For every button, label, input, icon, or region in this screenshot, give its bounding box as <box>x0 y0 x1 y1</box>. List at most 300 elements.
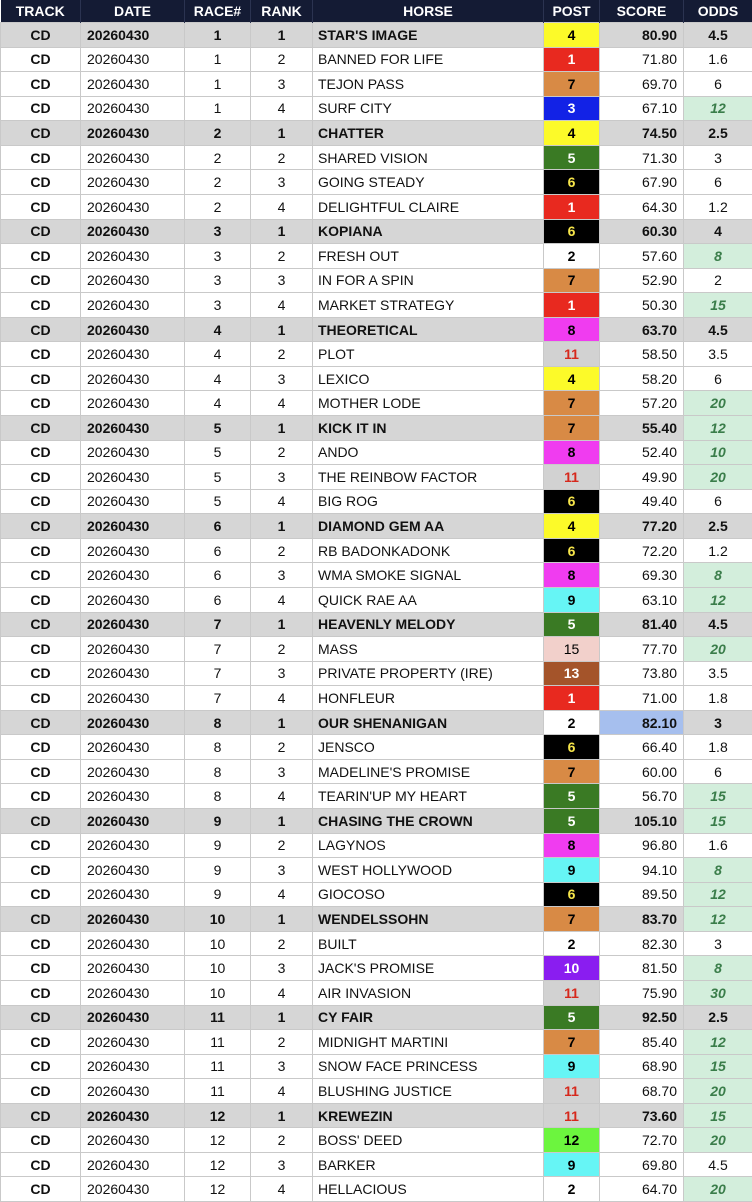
table-row <box>1 784 752 809</box>
track-cell: CD <box>1 145 81 170</box>
rank-cell: 3 <box>251 72 313 97</box>
horse-cell: WMA SMOKE SIGNAL <box>313 563 544 588</box>
table-row <box>1 882 752 907</box>
score-cell: 73.80 <box>600 661 684 686</box>
post-cell: 1 <box>544 194 600 219</box>
track-cell: CD <box>1 1103 81 1128</box>
post-cell: 5 <box>544 784 600 809</box>
rank-cell: 2 <box>251 833 313 858</box>
date-cell: 20260430 <box>81 1177 185 1202</box>
table-row <box>1 1103 752 1128</box>
table-row <box>1 391 752 416</box>
track-cell: CD <box>1 637 81 662</box>
track-cell: CD <box>1 1177 81 1202</box>
race-cell: 10 <box>185 956 251 981</box>
odds-cell: 6 <box>684 72 752 97</box>
race-cell: 3 <box>185 244 251 269</box>
table-row <box>1 809 752 834</box>
post-cell: 13 <box>544 661 600 686</box>
post-cell: 8 <box>544 563 600 588</box>
date-cell: 20260430 <box>81 612 185 637</box>
date-cell: 20260430 <box>81 465 185 490</box>
table-row <box>1 440 752 465</box>
odds-cell: 1.2 <box>684 538 752 563</box>
race-cell: 1 <box>185 96 251 121</box>
horse-cell: THEORETICAL <box>313 317 544 342</box>
track-cell: CD <box>1 1054 81 1079</box>
race-cell: 4 <box>185 317 251 342</box>
score-cell: 81.50 <box>600 956 684 981</box>
post-cell: 2 <box>544 931 600 956</box>
horse-cell: SNOW FACE PRINCESS <box>313 1054 544 1079</box>
odds-cell: 4.5 <box>684 1152 752 1177</box>
table-row <box>1 342 752 367</box>
race-cell: 12 <box>185 1152 251 1177</box>
score-cell: 69.70 <box>600 72 684 97</box>
post-cell: 4 <box>544 121 600 146</box>
score-cell: 55.40 <box>600 416 684 441</box>
post-cell: 8 <box>544 833 600 858</box>
track-cell: CD <box>1 342 81 367</box>
table-row <box>1 514 752 539</box>
score-cell: 60.00 <box>600 759 684 784</box>
horse-cell: ANDO <box>313 440 544 465</box>
header-date: DATE <box>81 0 185 23</box>
score-cell: 64.70 <box>600 1177 684 1202</box>
race-cell: 9 <box>185 858 251 883</box>
race-cell: 3 <box>185 219 251 244</box>
odds-cell: 20 <box>684 637 752 662</box>
race-cell: 1 <box>185 47 251 72</box>
score-cell: 89.50 <box>600 882 684 907</box>
date-cell: 20260430 <box>81 121 185 146</box>
header-horse: HORSE <box>313 0 544 23</box>
horse-cell: BLUSHING JUSTICE <box>313 1079 544 1104</box>
date-cell: 20260430 <box>81 293 185 318</box>
rank-cell: 2 <box>251 440 313 465</box>
post-cell: 11 <box>544 1103 600 1128</box>
table-row <box>1 956 752 981</box>
rank-cell: 2 <box>251 1030 313 1055</box>
table-row <box>1 317 752 342</box>
table-row <box>1 121 752 146</box>
track-cell: CD <box>1 538 81 563</box>
score-cell: 72.20 <box>600 538 684 563</box>
score-cell: 92.50 <box>600 1005 684 1030</box>
race-cell: 12 <box>185 1128 251 1153</box>
score-cell: 56.70 <box>600 784 684 809</box>
race-cell: 10 <box>185 980 251 1005</box>
race-cell: 7 <box>185 612 251 637</box>
race-cell: 5 <box>185 465 251 490</box>
post-cell: 7 <box>544 268 600 293</box>
track-cell: CD <box>1 194 81 219</box>
horse-cell: KICK IT IN <box>313 416 544 441</box>
odds-cell: 2.5 <box>684 121 752 146</box>
rank-cell: 2 <box>251 735 313 760</box>
track-cell: CD <box>1 882 81 907</box>
post-cell: 6 <box>544 219 600 244</box>
table-row <box>1 489 752 514</box>
odds-cell: 12 <box>684 96 752 121</box>
table-row <box>1 563 752 588</box>
rank-cell: 4 <box>251 882 313 907</box>
table-row <box>1 637 752 662</box>
horse-cell: THE REINBOW FACTOR <box>313 465 544 490</box>
rank-cell: 4 <box>251 1079 313 1104</box>
table-row <box>1 907 752 932</box>
rank-cell: 4 <box>251 293 313 318</box>
date-cell: 20260430 <box>81 637 185 662</box>
date-cell: 20260430 <box>81 219 185 244</box>
odds-cell: 15 <box>684 809 752 834</box>
rank-cell: 3 <box>251 563 313 588</box>
race-cell: 12 <box>185 1177 251 1202</box>
date-cell: 20260430 <box>81 366 185 391</box>
track-cell: CD <box>1 1079 81 1104</box>
date-cell: 20260430 <box>81 1030 185 1055</box>
track-cell: CD <box>1 440 81 465</box>
post-cell: 9 <box>544 1054 600 1079</box>
rank-cell: 1 <box>251 907 313 932</box>
post-cell: 8 <box>544 440 600 465</box>
race-cell: 3 <box>185 268 251 293</box>
table-row <box>1 194 752 219</box>
race-cell: 8 <box>185 735 251 760</box>
race-cell: 6 <box>185 587 251 612</box>
race-cell: 6 <box>185 563 251 588</box>
odds-cell: 30 <box>684 980 752 1005</box>
race-cell: 4 <box>185 342 251 367</box>
track-cell: CD <box>1 23 81 48</box>
race-cell: 11 <box>185 1030 251 1055</box>
race-cell: 5 <box>185 489 251 514</box>
rank-cell: 4 <box>251 587 313 612</box>
score-cell: 85.40 <box>600 1030 684 1055</box>
score-cell: 69.30 <box>600 563 684 588</box>
race-cell: 9 <box>185 809 251 834</box>
odds-cell: 4 <box>684 219 752 244</box>
date-cell: 20260430 <box>81 759 185 784</box>
horse-cell: JENSCO <box>313 735 544 760</box>
race-cell: 5 <box>185 440 251 465</box>
horse-cell: HONFLEUR <box>313 686 544 711</box>
rank-cell: 3 <box>251 1054 313 1079</box>
score-cell: 105.10 <box>600 809 684 834</box>
track-cell: CD <box>1 268 81 293</box>
odds-cell: 12 <box>684 882 752 907</box>
post-cell: 4 <box>544 366 600 391</box>
track-cell: CD <box>1 317 81 342</box>
odds-cell: 20 <box>684 1177 752 1202</box>
track-cell: CD <box>1 710 81 735</box>
score-cell: 94.10 <box>600 858 684 883</box>
table-row <box>1 686 752 711</box>
track-cell: CD <box>1 1152 81 1177</box>
rank-cell: 1 <box>251 514 313 539</box>
track-cell: CD <box>1 809 81 834</box>
race-cell: 6 <box>185 514 251 539</box>
post-cell: 3 <box>544 96 600 121</box>
score-cell: 57.60 <box>600 244 684 269</box>
odds-cell: 6 <box>684 170 752 195</box>
table-row <box>1 47 752 72</box>
table-row <box>1 710 752 735</box>
score-cell: 82.10 <box>600 710 684 735</box>
date-cell: 20260430 <box>81 710 185 735</box>
rank-cell: 3 <box>251 170 313 195</box>
odds-cell: 8 <box>684 956 752 981</box>
date-cell: 20260430 <box>81 268 185 293</box>
horse-cell: LEXICO <box>313 366 544 391</box>
post-cell: 11 <box>544 465 600 490</box>
table-row <box>1 416 752 441</box>
horse-cell: AIR INVASION <box>313 980 544 1005</box>
header-track: TRACK <box>1 0 81 23</box>
race-cell: 5 <box>185 416 251 441</box>
table-row <box>1 931 752 956</box>
header-odds: ODDS <box>684 0 752 23</box>
date-cell: 20260430 <box>81 882 185 907</box>
odds-cell: 15 <box>684 1103 752 1128</box>
race-cell: 12 <box>185 1103 251 1128</box>
score-cell: 66.40 <box>600 735 684 760</box>
horse-cell: KOPIANA <box>313 219 544 244</box>
post-cell: 6 <box>544 489 600 514</box>
race-cell: 9 <box>185 882 251 907</box>
date-cell: 20260430 <box>81 514 185 539</box>
date-cell: 20260430 <box>81 956 185 981</box>
post-cell: 6 <box>544 735 600 760</box>
rank-cell: 2 <box>251 538 313 563</box>
rank-cell: 1 <box>251 219 313 244</box>
rank-cell: 2 <box>251 47 313 72</box>
header-rank: RANK <box>251 0 313 23</box>
odds-cell: 15 <box>684 1054 752 1079</box>
track-cell: CD <box>1 587 81 612</box>
rank-cell: 3 <box>251 366 313 391</box>
odds-cell: 1.6 <box>684 47 752 72</box>
date-cell: 20260430 <box>81 1079 185 1104</box>
track-cell: CD <box>1 931 81 956</box>
date-cell: 20260430 <box>81 72 185 97</box>
track-cell: CD <box>1 956 81 981</box>
score-cell: 96.80 <box>600 833 684 858</box>
track-cell: CD <box>1 47 81 72</box>
odds-cell: 3 <box>684 145 752 170</box>
race-cell: 1 <box>185 23 251 48</box>
post-cell: 7 <box>544 1030 600 1055</box>
score-cell: 75.90 <box>600 980 684 1005</box>
track-cell: CD <box>1 759 81 784</box>
horse-cell: MADELINE'S PROMISE <box>313 759 544 784</box>
date-cell: 20260430 <box>81 686 185 711</box>
table-row <box>1 1177 752 1202</box>
table-body <box>1 23 752 1202</box>
race-cell: 2 <box>185 170 251 195</box>
race-cell: 7 <box>185 686 251 711</box>
odds-cell: 15 <box>684 293 752 318</box>
horse-cell: KREWEZIN <box>313 1103 544 1128</box>
horse-cell: CY FAIR <box>313 1005 544 1030</box>
odds-cell: 3 <box>684 931 752 956</box>
race-cell: 6 <box>185 538 251 563</box>
table-row <box>1 268 752 293</box>
rank-cell: 1 <box>251 809 313 834</box>
rank-cell: 4 <box>251 980 313 1005</box>
post-cell: 8 <box>544 317 600 342</box>
odds-cell: 20 <box>684 1079 752 1104</box>
date-cell: 20260430 <box>81 1054 185 1079</box>
post-cell: 1 <box>544 293 600 318</box>
post-cell: 7 <box>544 416 600 441</box>
race-cell: 2 <box>185 121 251 146</box>
track-cell: CD <box>1 391 81 416</box>
post-cell: 7 <box>544 759 600 784</box>
track-cell: CD <box>1 96 81 121</box>
rank-cell: 3 <box>251 858 313 883</box>
odds-cell: 4.5 <box>684 317 752 342</box>
score-cell: 49.90 <box>600 465 684 490</box>
odds-cell: 8 <box>684 563 752 588</box>
rank-cell: 1 <box>251 23 313 48</box>
rank-cell: 4 <box>251 489 313 514</box>
table-row <box>1 96 752 121</box>
track-cell: CD <box>1 1005 81 1030</box>
horse-cell: BUILT <box>313 931 544 956</box>
date-cell: 20260430 <box>81 489 185 514</box>
table-row <box>1 612 752 637</box>
date-cell: 20260430 <box>81 809 185 834</box>
odds-cell: 6 <box>684 366 752 391</box>
odds-cell: 2.5 <box>684 514 752 539</box>
race-cell: 11 <box>185 1005 251 1030</box>
horse-cell: HELLACIOUS <box>313 1177 544 1202</box>
race-cell: 8 <box>185 759 251 784</box>
odds-cell: 3 <box>684 710 752 735</box>
date-cell: 20260430 <box>81 391 185 416</box>
rank-cell: 4 <box>251 96 313 121</box>
rank-cell: 4 <box>251 784 313 809</box>
post-cell: 12 <box>544 1128 600 1153</box>
track-cell: CD <box>1 244 81 269</box>
track-cell: CD <box>1 416 81 441</box>
horse-cell: SHARED VISION <box>313 145 544 170</box>
odds-cell: 12 <box>684 416 752 441</box>
odds-cell: 8 <box>684 858 752 883</box>
race-cell: 2 <box>185 194 251 219</box>
rank-cell: 1 <box>251 1005 313 1030</box>
rank-cell: 1 <box>251 317 313 342</box>
odds-cell: 3.5 <box>684 342 752 367</box>
track-cell: CD <box>1 907 81 932</box>
table-row <box>1 1005 752 1030</box>
post-cell: 6 <box>544 538 600 563</box>
post-cell: 10 <box>544 956 600 981</box>
date-cell: 20260430 <box>81 23 185 48</box>
horse-cell: PLOT <box>313 342 544 367</box>
table-row <box>1 366 752 391</box>
track-cell: CD <box>1 72 81 97</box>
horse-cell: STAR'S IMAGE <box>313 23 544 48</box>
track-cell: CD <box>1 612 81 637</box>
date-cell: 20260430 <box>81 317 185 342</box>
score-cell: 68.70 <box>600 1079 684 1104</box>
race-cell: 11 <box>185 1054 251 1079</box>
score-cell: 81.40 <box>600 612 684 637</box>
table-row <box>1 72 752 97</box>
post-cell: 6 <box>544 170 600 195</box>
rank-cell: 1 <box>251 612 313 637</box>
track-cell: CD <box>1 661 81 686</box>
horse-cell: WEST HOLLYWOOD <box>313 858 544 883</box>
date-cell: 20260430 <box>81 907 185 932</box>
odds-cell: 20 <box>684 465 752 490</box>
rank-cell: 2 <box>251 1128 313 1153</box>
horse-cell: BARKER <box>313 1152 544 1177</box>
odds-cell: 10 <box>684 440 752 465</box>
track-cell: CD <box>1 514 81 539</box>
rank-cell: 2 <box>251 931 313 956</box>
table-row <box>1 833 752 858</box>
odds-cell: 12 <box>684 587 752 612</box>
horse-cell: CHATTER <box>313 121 544 146</box>
rank-cell: 1 <box>251 1103 313 1128</box>
post-cell: 2 <box>544 710 600 735</box>
date-cell: 20260430 <box>81 47 185 72</box>
horse-cell: PRIVATE PROPERTY (IRE) <box>313 661 544 686</box>
score-cell: 80.90 <box>600 23 684 48</box>
date-cell: 20260430 <box>81 1103 185 1128</box>
track-cell: CD <box>1 686 81 711</box>
post-cell: 15 <box>544 637 600 662</box>
horse-cell: HEAVENLY MELODY <box>313 612 544 637</box>
odds-cell: 4.5 <box>684 612 752 637</box>
track-cell: CD <box>1 784 81 809</box>
score-cell: 71.80 <box>600 47 684 72</box>
race-cell: 8 <box>185 710 251 735</box>
score-cell: 63.10 <box>600 587 684 612</box>
score-cell: 57.20 <box>600 391 684 416</box>
post-cell: 11 <box>544 1079 600 1104</box>
race-cell: 9 <box>185 833 251 858</box>
date-cell: 20260430 <box>81 784 185 809</box>
post-cell: 9 <box>544 858 600 883</box>
score-cell: 60.30 <box>600 219 684 244</box>
score-cell: 58.20 <box>600 366 684 391</box>
score-cell: 73.60 <box>600 1103 684 1128</box>
table-row <box>1 1128 752 1153</box>
date-cell: 20260430 <box>81 145 185 170</box>
post-cell: 2 <box>544 244 600 269</box>
post-cell: 6 <box>544 882 600 907</box>
date-cell: 20260430 <box>81 342 185 367</box>
track-cell: CD <box>1 1128 81 1153</box>
score-cell: 67.90 <box>600 170 684 195</box>
odds-cell: 20 <box>684 391 752 416</box>
score-cell: 52.90 <box>600 268 684 293</box>
table-row <box>1 1152 752 1177</box>
race-cell: 4 <box>185 366 251 391</box>
table-row <box>1 244 752 269</box>
post-cell: 5 <box>544 809 600 834</box>
horse-cell: IN FOR A SPIN <box>313 268 544 293</box>
track-cell: CD <box>1 293 81 318</box>
score-cell: 64.30 <box>600 194 684 219</box>
rank-cell: 4 <box>251 391 313 416</box>
header-post: POST <box>544 0 600 23</box>
post-cell: 5 <box>544 612 600 637</box>
